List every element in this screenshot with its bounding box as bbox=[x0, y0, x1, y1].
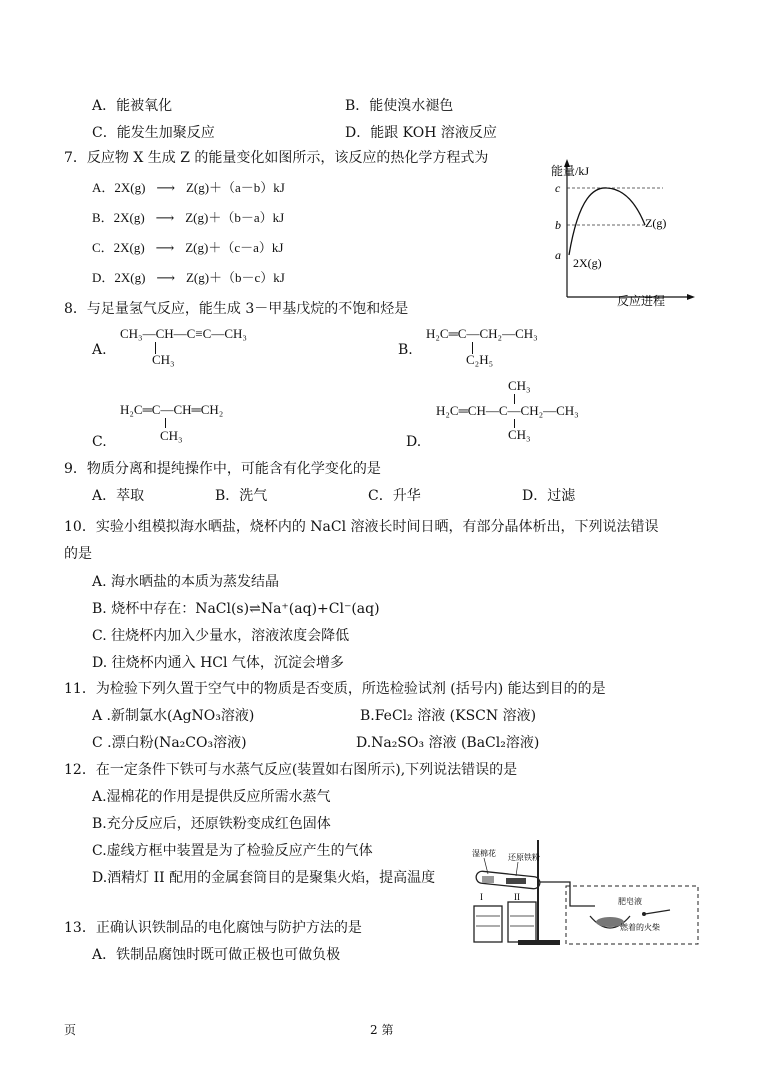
q7-option-d-rhs: Z(g)＋（b－c）kJ bbox=[185, 270, 285, 285]
x-axis-label: 反应进程 bbox=[617, 294, 666, 308]
pointer-line bbox=[516, 862, 518, 876]
q12-option-c: C.虚线方框中装置是为了检验反应产生的气体 bbox=[92, 843, 373, 859]
q6-option-b: B．能使溴水褪色 bbox=[345, 98, 454, 114]
q7-option-b-lhs: B．2X(g) bbox=[92, 210, 145, 225]
label-soap: 肥皂液 bbox=[618, 897, 642, 906]
q7-option-a-lhs: A．2X(g) bbox=[92, 180, 146, 195]
q10-stem-line2: 的是 bbox=[64, 546, 92, 562]
q12-option-a: A.湿棉花的作用是提供反应所需水蒸气 bbox=[92, 789, 331, 805]
q7-option-c-rhs: Z(g)＋（c－a）kJ bbox=[185, 240, 284, 255]
arrow-icon: ⟶ bbox=[155, 240, 175, 255]
q7-option-a bbox=[92, 177, 285, 196]
q7-option-b-rhs: Z(g)＋（b－a）kJ bbox=[185, 210, 285, 225]
q8-d-main: H₂C═CH—C—CH₂—CH₃ bbox=[436, 403, 579, 418]
q12-option-d: D.酒精灯 II 配用的金属套筒目的是聚集火焰，提高温度 bbox=[92, 870, 436, 886]
q8-label-b: B. bbox=[398, 342, 413, 358]
q6-option-a: A．能被氧化 bbox=[92, 98, 173, 114]
q9-option-c: C．升华 bbox=[368, 488, 421, 504]
q13-stem: 13．正确认识铁制品的电化腐蚀与防护方法的是 bbox=[64, 920, 362, 936]
arrow-icon: ⟶ bbox=[155, 210, 175, 225]
q11-option-b: B.FeCl₂ 溶液 (KSCN 溶液) bbox=[360, 708, 537, 724]
q7-stem: 7．反应物 X 生成 Z 的能量变化如图所示，该反应的热化学方程式为 bbox=[64, 150, 489, 166]
q8-label-a: A. bbox=[92, 342, 107, 358]
q7-option-d-lhs: D．2X(g) bbox=[92, 270, 146, 285]
q10-option-c: C. 往烧杯内加入少量水，溶液浓度会降低 bbox=[92, 628, 350, 644]
flame-icon bbox=[642, 912, 646, 916]
level-b-label: b bbox=[555, 218, 561, 232]
q11-option-d: D.Na₂SO₃ 溶液 (BaCl₂溶液) bbox=[356, 735, 540, 751]
arrow-icon: ⟶ bbox=[156, 270, 175, 285]
q9-option-b: B．洗气 bbox=[215, 488, 268, 504]
label-iron-powder: 还原铁粉 bbox=[508, 853, 540, 862]
q8-b-sub: C₂H₅ bbox=[466, 352, 494, 367]
q11-option-c: C .漂白粉(Na₂CO₃溶液) bbox=[92, 735, 247, 751]
burner-ii bbox=[508, 902, 536, 942]
q8-c-sub: CH₃ bbox=[160, 428, 183, 443]
q6-option-c: C．能发生加聚反应 bbox=[92, 125, 215, 141]
q8-c-main: H₂C═C—CH═CH₂ bbox=[120, 402, 224, 417]
q8-a-main: CH₃—CH—C≡C—CH₃ bbox=[120, 326, 247, 341]
roman-i: I bbox=[480, 892, 483, 902]
q13-option-a: A．铁制品腐蚀时既可做正极也可做负极 bbox=[92, 947, 341, 963]
energy-diagram bbox=[545, 155, 705, 310]
q9-option-a: A．萃取 bbox=[92, 488, 145, 504]
y-axis-label: 能量/kJ bbox=[551, 164, 590, 178]
label-match: 燃着的火柴 bbox=[620, 923, 660, 932]
q10-option-a: A. 海水晒盐的本质为蒸发结晶 bbox=[92, 574, 280, 590]
q10-option-b: B. 烧杯中存在：NaCl(s)⇌Na⁺(aq)+Cl⁻(aq) bbox=[92, 601, 380, 617]
footer-left: 页 bbox=[64, 1023, 77, 1037]
q8-b-main: H₂C═C—CH₂—CH₃ bbox=[426, 326, 538, 341]
arrow-icon: ⟶ bbox=[156, 180, 175, 195]
q7-option-b bbox=[92, 207, 284, 226]
q9-stem: 9．物质分离和提纯操作中，可能含有化学变化的是 bbox=[64, 461, 381, 477]
apparatus-figure bbox=[470, 836, 702, 948]
q6-option-d: D．能跟 KOH 溶液反应 bbox=[345, 125, 497, 141]
q7-option-c bbox=[92, 237, 283, 256]
q8-a-sub: CH₃ bbox=[152, 352, 175, 367]
label-wet-cotton: 湿棉花 bbox=[472, 849, 496, 858]
q9-option-d: D．过滤 bbox=[522, 488, 576, 504]
energy-curve bbox=[569, 188, 645, 255]
product-label: Z(g) bbox=[645, 216, 667, 230]
q7-option-d bbox=[92, 267, 285, 286]
q8-label-d: D. bbox=[406, 434, 422, 450]
wet-cotton bbox=[482, 876, 494, 883]
q12-option-b: B.充分反应后，还原铁粉变成红色固体 bbox=[92, 816, 331, 832]
x-axis-arrow-icon bbox=[687, 294, 695, 300]
level-a-label: a bbox=[555, 248, 561, 262]
q10-stem-line1: 10．实验小组模拟海水晒盐，烧杯内的 NaCl 溶液长时间日晒，有部分晶体析出，下列说法错误 bbox=[64, 519, 659, 535]
q8-label-c: C. bbox=[92, 434, 107, 450]
q11-option-a: A .新制氯水(AgNO₃溶液) bbox=[92, 708, 255, 724]
iron-powder bbox=[506, 878, 526, 884]
q8-d-top: CH₃ bbox=[508, 378, 531, 393]
q7-option-c-lhs: C．2X(g) bbox=[92, 240, 145, 255]
roman-ii: II bbox=[514, 892, 520, 902]
burner-i bbox=[474, 906, 502, 942]
page-number: 2 第 bbox=[370, 1023, 394, 1037]
level-c-label: c bbox=[555, 181, 561, 195]
q8-d-sub: CH₃ bbox=[508, 427, 531, 442]
reactant-label: 2X(g) bbox=[573, 256, 602, 270]
q7-option-a-rhs: Z(g)＋（a－b）kJ bbox=[185, 180, 285, 195]
match-stick bbox=[645, 910, 670, 914]
q10-option-d: D. 往烧杯内通入 HCl 气体，沉淀会增多 bbox=[92, 655, 344, 671]
q8-c-bond bbox=[165, 418, 166, 428]
q12-stem: 12．在一定条件下铁可与水蒸气反应(装置如右图所示),下列说法错误的是 bbox=[64, 762, 518, 778]
q8-stem: 8．与足量氢气反应，能生成 3－甲基戊烷的不饱和烃是 bbox=[64, 301, 409, 317]
q11-stem: 11．为检验下列久置于空气中的物质是否变质，所选检验试剂 (括号内) 能达到目的的是 bbox=[64, 681, 606, 697]
dashed-box bbox=[566, 886, 698, 944]
